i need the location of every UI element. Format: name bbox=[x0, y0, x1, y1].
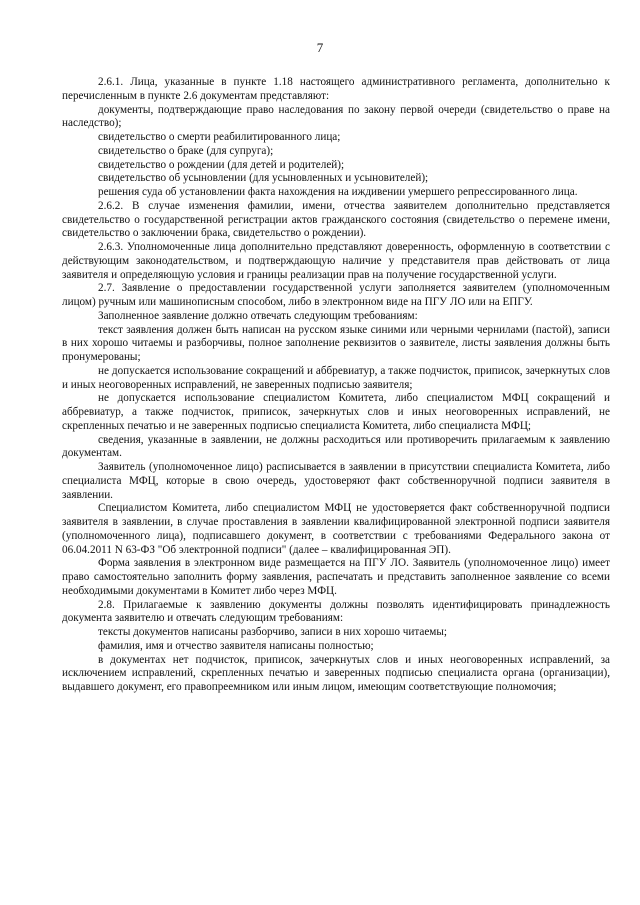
paragraph-inheritance-documents: документы, подтверждающие право наследования по закону первой очереди (свидетельство о праве на наследство); bbox=[62, 103, 610, 130]
paragraph-text-requirements: текст заявления должен быть написан на русском языке синими или черными чернилами (пастой), записи в них хорошо читаемы и разборчивы, полное заполнение реквизитов о заявителе, листы заявления должны быть пронумерованы; bbox=[62, 323, 610, 363]
paragraph-birth-certificate: свидетельство о рождении (для детей и родителей); bbox=[98, 158, 345, 171]
paragraph-no-abbreviations-applicant: не допускается использование сокращений и аббревиатур, а также подчисток, приписок, зачеркнутых слов и иных неоговоренных исправлений, не заверенных подписью заявителя; bbox=[62, 364, 610, 391]
paragraph-consistency-requirement: сведения, указанные в заявлении, не должны расходиться или противоречить прилагаемым к заявлению документам. bbox=[62, 433, 610, 460]
paragraph-2-6-2: 2.6.2. В случае изменения фамилии, имени, отчества заявителем дополнительно представляется свидетельство о государственной регистрации актов гражданского состояния (свидетельство о перемене имени, свидетельство о заключении брака, свидетельство о рождении). bbox=[62, 199, 610, 240]
paragraph-court-decision: решения суда об установлении факта нахождения на иждивении умершего репрессированного лица. bbox=[98, 186, 578, 198]
paragraph-death-certificate: свидетельство о смерти реабилитированного лица; bbox=[98, 131, 341, 143]
paragraph-legible-texts: тексты документов написаны разборчиво, записи в них хорошо читаемы; bbox=[98, 626, 448, 638]
paragraph-marriage-certificate: свидетельство о браке (для супруга); bbox=[98, 144, 274, 157]
paragraph-2-7: 2.7. Заявление о предоставлении государственной услуги заполняется заявителем (уполномоченным лицом) ручным или машинописным способом, либо в электронном виде на ПГУ ЛО или на ЕПГУ. bbox=[62, 282, 610, 308]
paragraph-2-8: 2.8. Прилагаемые к заявлению документы должны позволять идентифицировать принадлежность документа заявителю и отвечать следующим требованиям: bbox=[62, 598, 610, 625]
paragraph-electronic-form: Форма заявления в электронном виде размещается на ПГУ ЛО. Заявитель (уполномоченное лицо) имеет право самостоятельно заполнить форму заявления, распечатать и представить заполненное заявление со всеми необходимыми документами в Комитет либо через МФЦ. bbox=[62, 557, 610, 597]
paragraph-no-corrections: в документах нет подчисток, приписок, зачеркнутых слов и иных неоговоренных исправлений, за исключением исправлений, скрепленных печатью и заверенных подписью специалиста органа (организации), выдавшего документ, его правопреемником или иным лицом, имеющим соответствующие полномочия; bbox=[62, 653, 610, 693]
paragraph-2-6-3: 2.6.3. Уполномоченные лица дополнительно представляют доверенность, оформленную в соответствии с действующим законодательством, и подтверждающую наличие у представителя прав действовать от лица заявителя и определяющую условия и границы реализации прав на получение государственной услуги. bbox=[62, 241, 610, 281]
paragraph-full-name: фамилия, имя и отчество заявителя написаны полностью; bbox=[98, 639, 374, 652]
paragraph-applicant-signature: Заявитель (уполномоченное лицо) расписывается в заявлении в присутствии специалиста Комитета, либо специалиста МФЦ, которые в свою очередь, удостоверяют факт собственноручной подписи заявителя в заявлении. bbox=[62, 461, 610, 501]
paragraph-no-abbreviations-specialist: не допускается использование специалистом Комитета, либо специалистом МФЦ сокращений и аббревиатур, а также подчисток, приписок, зачеркнутых слов и иных неоговоренных исправлений, не скрепленных печатью и не заверенных подписью специалиста Комитета, либо специалиста МФЦ; bbox=[62, 392, 610, 432]
paragraph-2-6-1: 2.6.1. Лица, указанные в пункте 1.18 настоящего административного регламента, дополнительно к перечисленным в пункте 2.6 документам представляют: bbox=[62, 76, 610, 102]
document-body bbox=[62, 76, 610, 695]
paragraph-application-requirements: Заполненное заявление должно отвечать следующим требованиям: bbox=[98, 309, 418, 322]
paragraph-adoption-certificate: свидетельство об усыновлении (для усыновленных и усыновителей); bbox=[98, 172, 429, 185]
page-number: 7 bbox=[316, 40, 324, 55]
paragraph-electronic-signature: Специалистом Комитета, либо специалистом МФЦ не удостоверяется факт собственноручной подписи заявителя в заявлении, в случае проставления в заявлении квалифицированной электронной подписи заявителя (уполномоченного лица), подписавшего документ, в соответствии с требованиями Федерального закона от 06.04.2011 N 63-ФЗ "Об электронной подписи" (далее – квалифицированная ЭП). bbox=[62, 502, 610, 556]
